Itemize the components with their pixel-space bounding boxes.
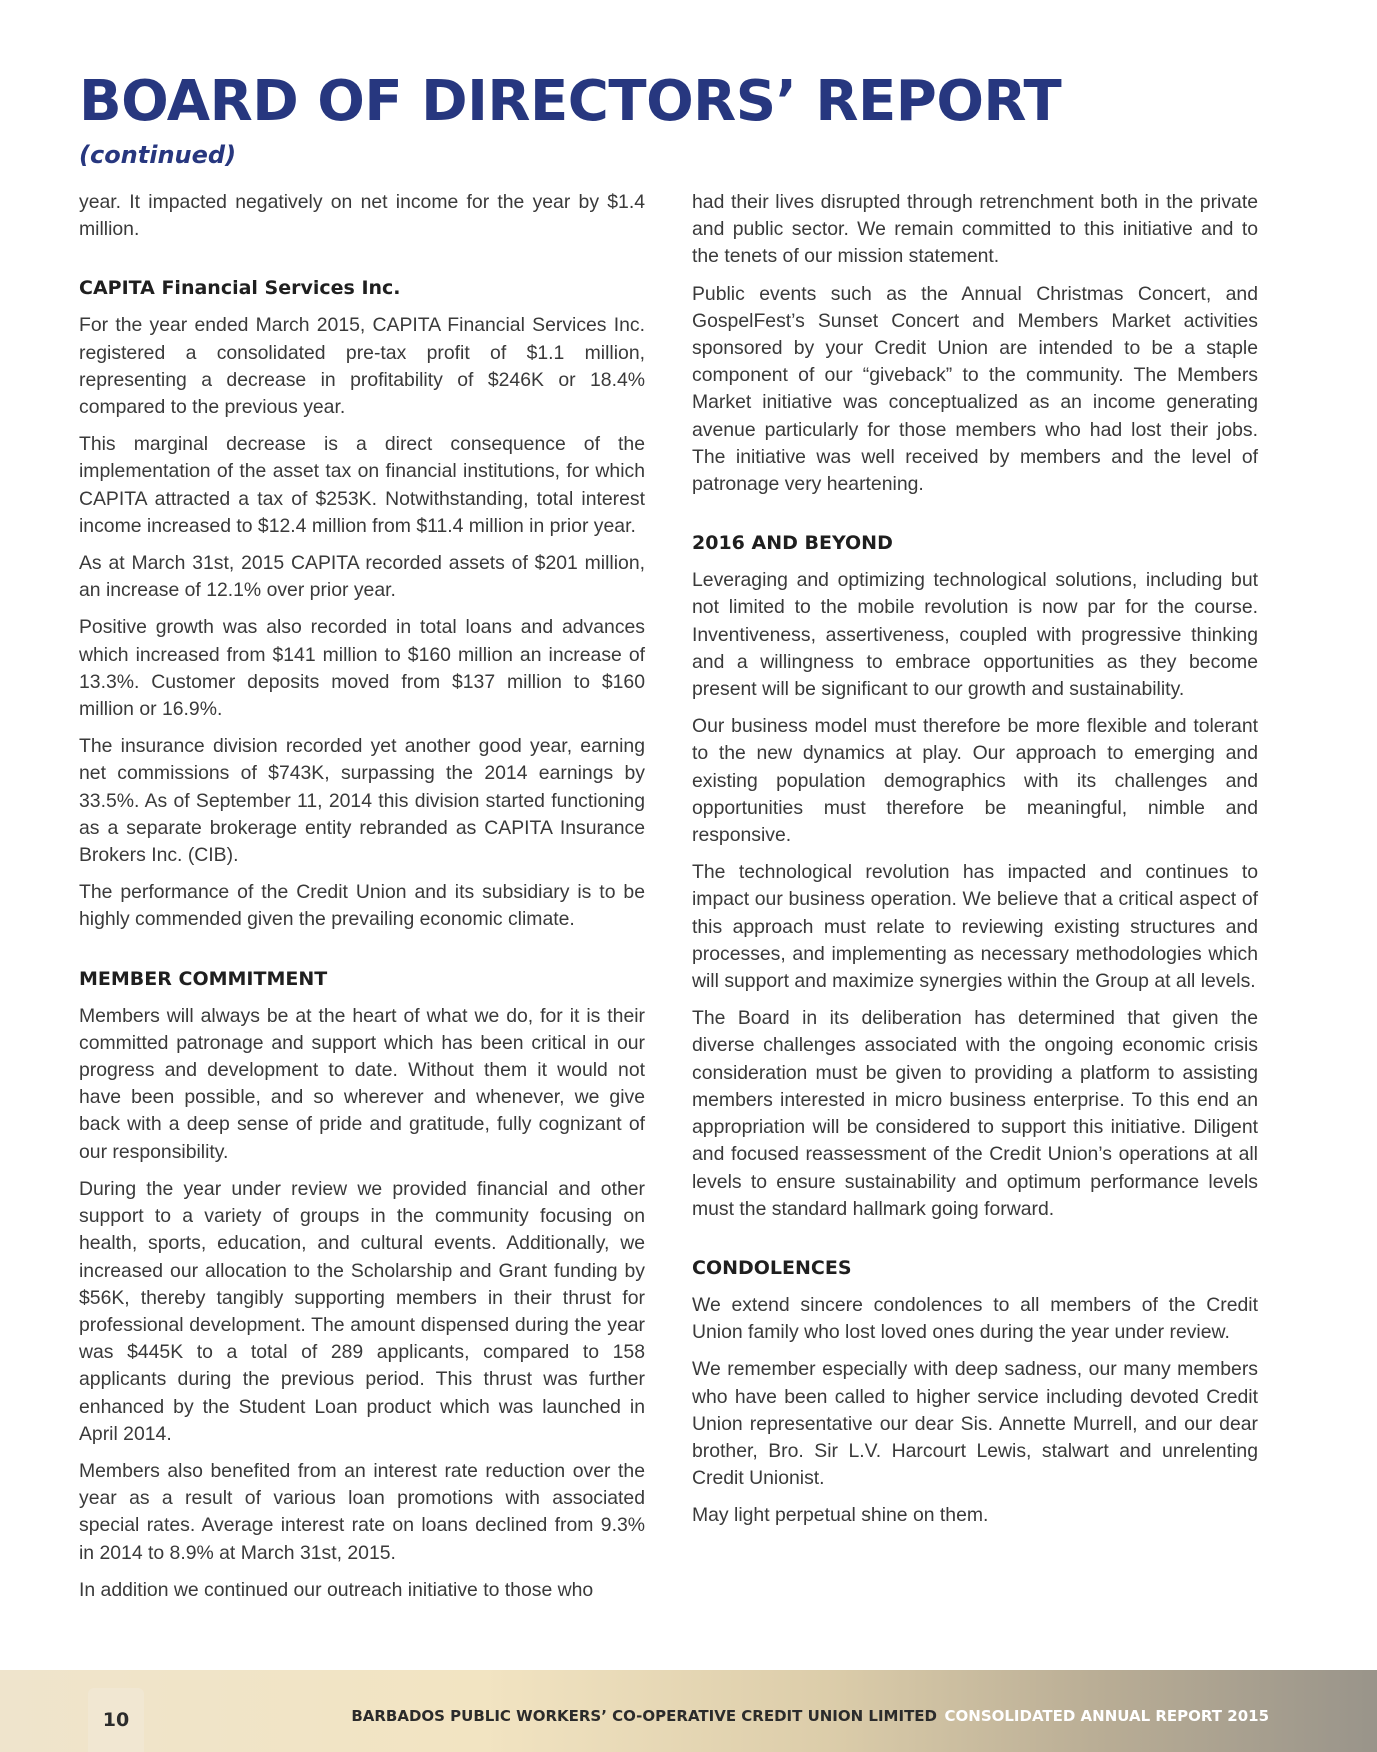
paragraph: Our business model must therefore be more flexible and tolerant to the new dynamics at play. Our approach to emerging and existing population demographics with its challenges and opportunities must therefore be meaningful, nimble and responsive. <box>692 715 1258 847</box>
page-subtitle: (continued) <box>79 141 237 169</box>
left-column <box>79 189 645 1614</box>
paragraph: Members also benefited from an interest rate reduction over the year as a result of various loan promotions with associated special rates. Average interest rate on loans declined from 9.3% in 2014 to 8.9% at March 31st, 2015. <box>79 1459 645 1564</box>
paragraph: May light perpetual shine on them. <box>692 1504 989 1527</box>
footer-organization: BARBADOS PUBLIC WORKERS’ CO-OPERATIVE CREDIT UNION LIMITED <box>351 1707 937 1725</box>
paragraph: As at March 31st, 2015 CAPITA recorded assets of $201 million, an increase of 12.1% over prior year. <box>79 552 645 602</box>
right-column <box>692 189 1258 1540</box>
section-heading-condolences: CONDOLENCES <box>692 1256 852 1279</box>
paragraph: For the year ended March 2015, CAPITA Financial Services Inc. registered a consolidated pre-tax profit of $1.1 million, representing a decrease in profitability of $246K or 18.4% compared to the previous year. <box>79 314 645 419</box>
paragraph: year. It impacted negatively on net income for the year by $1.4 million. <box>79 191 645 241</box>
page-title: BOARD OF DIRECTORS’ REPORT <box>79 69 1062 134</box>
paragraph: Positive growth was also recorded in total loans and advances which increased from $141 million to $160 million an increase of 13.3%. Customer deposits moved from $137 million to $160 million or 16.9%. <box>79 616 645 721</box>
paragraph: The performance of the Credit Union and its subsidiary is to be highly commended given the prevailing economic climate. <box>79 881 645 931</box>
paragraph: During the year under review we provided financial and other support to a variety of groups in the community focusing on health, sports, education, and cultural events. Additionally, we increased our allocation to the Scholarship and Grant funding by $56K, thereby tangibly supporting members in their thrust for professional development. The amount dispensed during the year was $445K to a total of 289 applicants, compared to 158 applicants during the previous period. This thrust was further enhanced by the Student Loan product which was launched in April 2014. <box>79 1177 645 1445</box>
paragraph: This marginal decrease is a direct consequence of the implementation of the asset tax on financial institutions, for which CAPITA attracted a tax of $253K. Notwithstanding, total interest income increased to $12.4 million from $11.4 million in prior year. <box>79 433 645 537</box>
section-heading-member-commitment: MEMBER COMMITMENT <box>79 967 328 990</box>
paragraph: In addition we continued our outreach initiative to those who <box>79 1578 594 1601</box>
footer-report-name: CONSOLIDATED ANNUAL REPORT 2015 <box>944 1707 1269 1725</box>
page-number: 10 <box>88 1688 144 1752</box>
paragraph: Public events such as the Annual Christmas Concert, and GospelFest’s Sunset Concert and Members Market activities sponsored by your Credit Union are intended to be a staple component of our “giveback” to the community. The Members Market initiative was conceptualized as an income generating avenue particularly for those members who had lost their jobs. The initiative was well received by members and the level of patronage very heartening. <box>692 282 1258 496</box>
paragraph: had their lives disrupted through retrenchment both in the private and public sector. We remain committed to this initiative and to the tenets of our mission statement. <box>692 191 1258 268</box>
paragraph: We remember especially with deep sadness, our many members who have been called to higher service including devoted Credit Union representative our dear Sis. Annette Murrell, and our dear brother, Bro. Sir L.V. Harcourt Lewis, stalwart and unrelenting Credit Unionist. <box>692 1358 1258 1490</box>
paragraph: The technological revolution has impacted and continues to impact our business operation. We believe that a critical aspect of this approach must relate to reviewing existing structures and processes, and implementing as necessary methodologies which will support and maximize synergies within the Group at all levels. <box>692 861 1258 993</box>
section-heading-capita: CAPITA Financial Services Inc. <box>79 277 401 300</box>
paragraph: The insurance division recorded yet another good year, earning net commissions of $743K, surpassing the 2014 earnings by 33.5%. As of September 11, 2014 this division started functioning as a separate brokerage entity rebranded as CAPITA Insurance Brokers Inc. (CIB). <box>79 735 645 867</box>
paragraph: Leveraging and optimizing technological solutions, including but not limited to the mobile revolution is now par for the course. Inventiveness, assertiveness, coupled with progressive thinking and a willingness to embrace opportunities as they become present will be significant to our growth and sustainability. <box>692 569 1258 701</box>
section-heading-2016-and-beyond: 2016 AND BEYOND <box>692 532 893 555</box>
paragraph: We extend sincere condolences to all members of the Credit Union family who lost loved ones during the year under review. <box>692 1293 1258 1344</box>
paragraph: The Board in its deliberation has determined that given the diverse challenges associated with the ongoing economic crisis consideration must be given to providing a platform to assisting members interested in micro business enterprise. To this end an appropriation will be considered to support this initiative. Diligent and focused reassessment of the Credit Union’s operations at all levels to ensure sustainability and optimum performance levels must the standard hallmark going forward. <box>692 1007 1258 1220</box>
paragraph: Members will always be at the heart of what we do, for it is their committed patronage and support which has been critical in our progress and development to date. Without them it would not have been possible, and so wherever and whenever, we give back with a deep sense of pride and gratitude, fully cognizant of our responsibility. <box>79 1004 645 1163</box>
